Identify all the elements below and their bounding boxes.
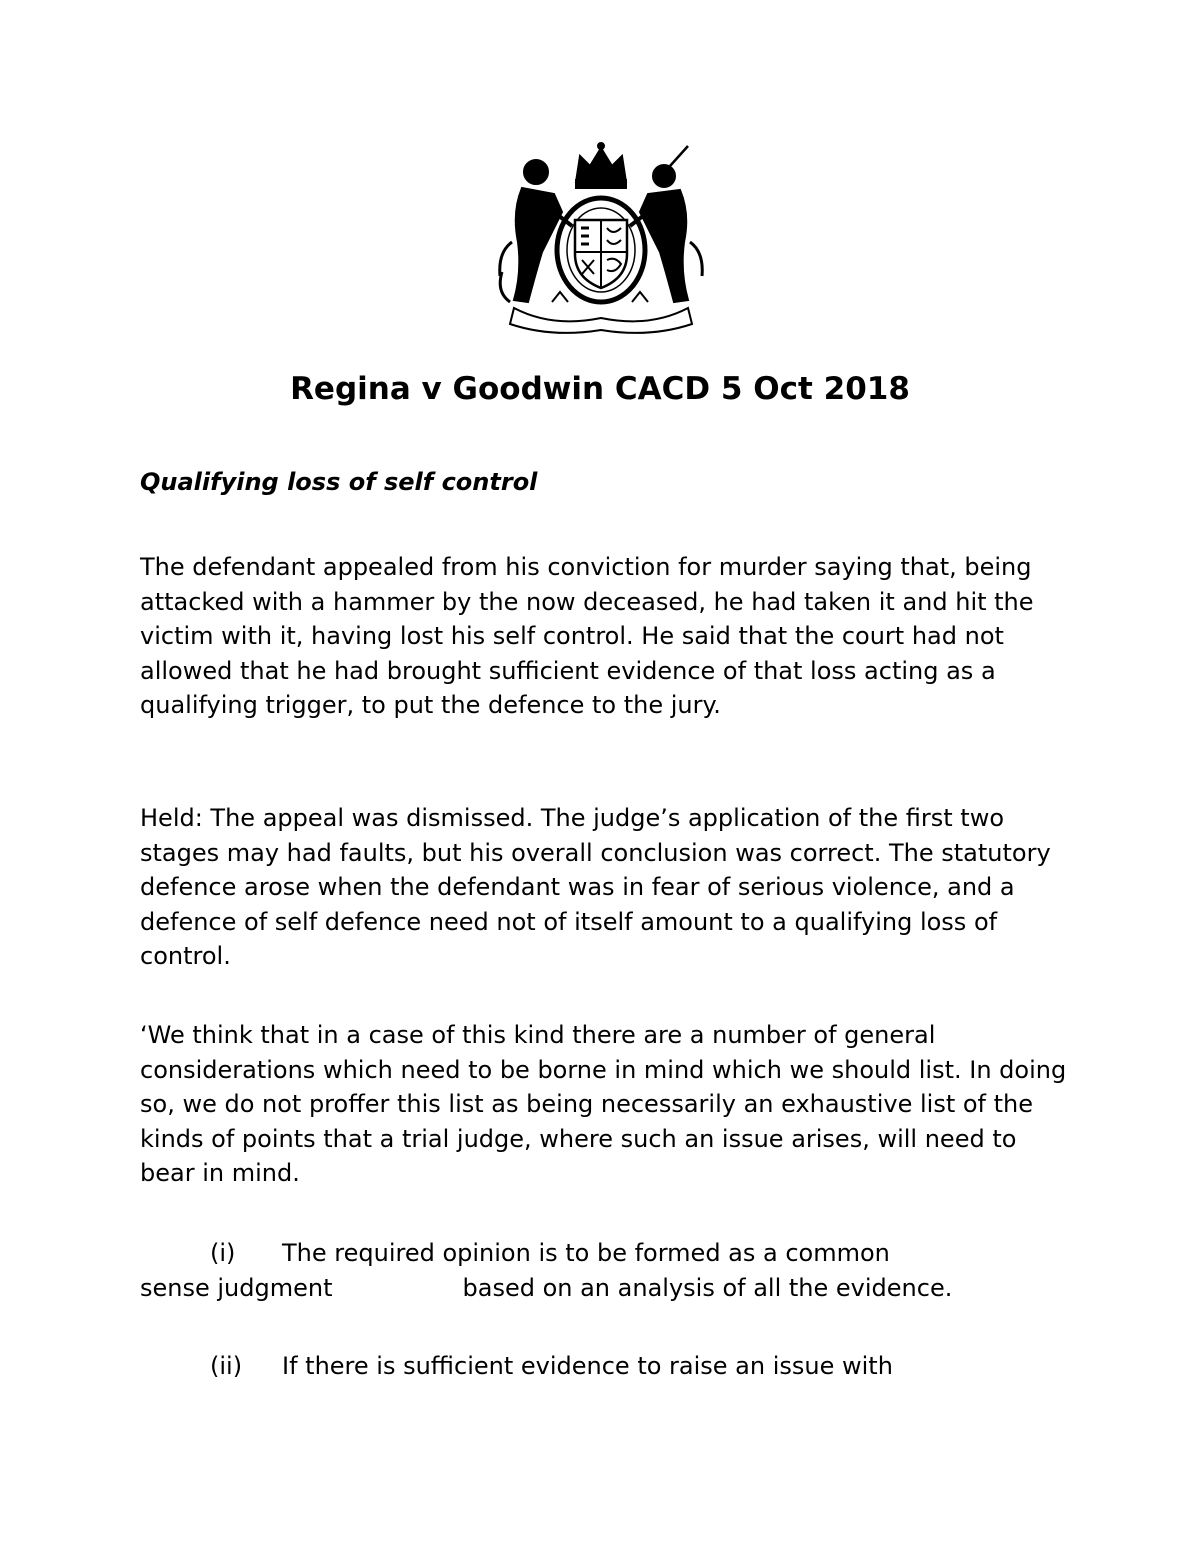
list-item-text: based on an analysis of all the evidence.: [462, 1273, 953, 1302]
list-item: [140, 1349, 1070, 1384]
paragraph-quote: ‘We think that in a case of this kind there are a number of general considerations which need to be borne in mind which we should list. In doing so, we do not proffer this list as being necessarily an exhaustive list of the kinds of points that a trial judge, where such an issue arises, will need to bear in mind.: [140, 1021, 1067, 1187]
document-subtitle: Qualifying loss of self control: [140, 468, 538, 496]
list-item-line: [140, 1349, 1070, 1384]
list-item-number: (i): [210, 1239, 236, 1267]
paragraph-held: Held: The appeal was dismissed. The judge’s application of the first two stages may had faults, but his overall conclusion was correct. The statutory defence arose when the defendant was in fear of serious violence, and a defence of self defence need not of itself amount to a qualifying loss of control.: [140, 804, 1051, 970]
list-item-text: The required opinion is to be formed as a common: [282, 1239, 890, 1267]
list-item-text: If there is sufficient evidence to raise an issue with: [282, 1352, 893, 1380]
list-item-text: sense judgment: [140, 1273, 333, 1302]
royal-coat-of-arms-icon: [492, 142, 710, 336]
list-item-line: [140, 1236, 1070, 1271]
list-item-line: [140, 1271, 1070, 1306]
list-item: [140, 1236, 1070, 1305]
list-item-number: (ii): [210, 1352, 243, 1380]
document-title: Regina v Goodwin CACD 5 Oct 2018: [290, 371, 910, 407]
paragraph-facts: The defendant appealed from his conviction for murder saying that, being attacked with a hammer by the now deceased, he had taken it and hit the victim with it, having lost his self control. He said that the court had not allowed that he had brought sufficient evidence of that loss acting as a qualifying trigger, to put the defence to the jury.: [140, 553, 1034, 719]
